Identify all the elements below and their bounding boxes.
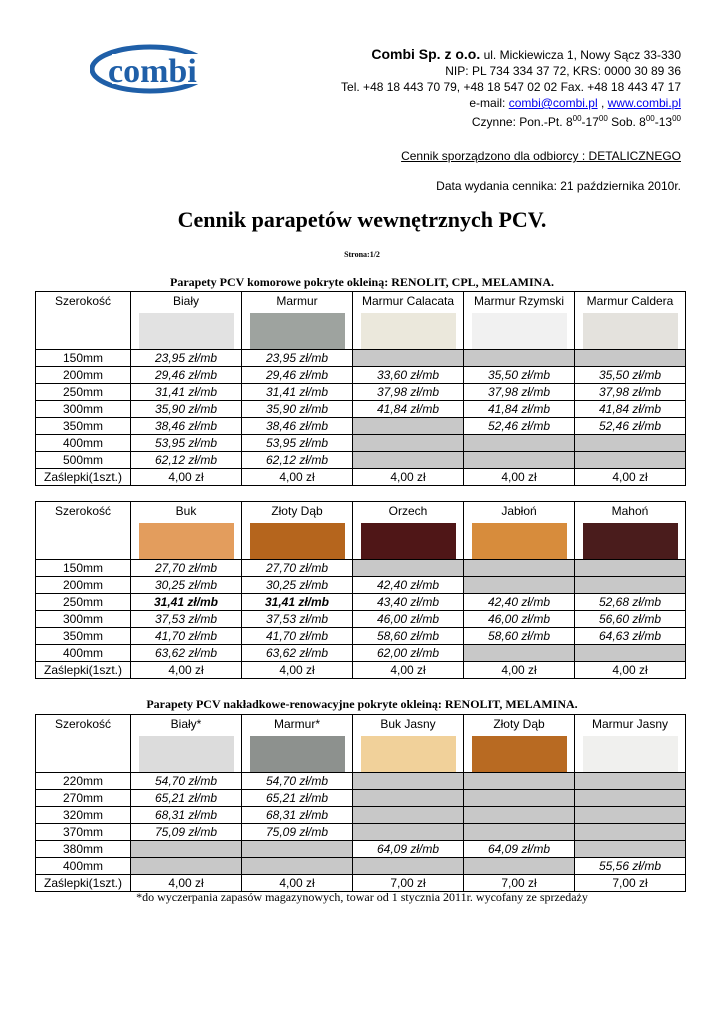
- header-label: Marmur Caldera: [586, 294, 674, 308]
- table-row: [36, 807, 686, 824]
- price-cell: 52,46 zł/mb: [464, 418, 575, 435]
- price-cell: 58,60 zł/mb: [353, 628, 464, 645]
- header-label: Marmur*: [273, 717, 320, 731]
- table-row: [36, 790, 686, 807]
- column-header-finish: [131, 292, 242, 350]
- table-row: [36, 858, 686, 875]
- empty-cell: [131, 858, 242, 875]
- finish-swatch: [250, 313, 345, 349]
- empty-cell: [464, 350, 575, 367]
- empty-cell: [575, 841, 686, 858]
- column-header-width: [36, 292, 131, 350]
- price-cell: 30,25 zł/mb: [242, 577, 353, 594]
- price-cell: 7,00 zł: [575, 875, 686, 892]
- company-info: [341, 46, 681, 130]
- table-row: [36, 773, 686, 790]
- header-row: [36, 715, 686, 773]
- price-cell: 75,09 zł/mb: [131, 824, 242, 841]
- price-cell: 7,00 zł: [353, 875, 464, 892]
- price-cell: 65,21 zł/mb: [131, 790, 242, 807]
- column-header-finish: [464, 715, 575, 773]
- row-label: 350mm: [36, 418, 131, 435]
- price-cell: 64,63 zł/mb: [575, 628, 686, 645]
- price-cell: 31,41 zł/mb: [242, 594, 353, 611]
- finish-swatch: [361, 523, 456, 559]
- finish-swatch: [472, 313, 567, 349]
- finish-swatch: [250, 523, 345, 559]
- header-row: [36, 502, 686, 560]
- price-cell: 35,90 zł/mb: [131, 401, 242, 418]
- finish-swatch: [472, 736, 567, 772]
- empty-cell: [575, 773, 686, 790]
- price-cell: 31,41 zł/mb: [131, 594, 242, 611]
- price-cell: 56,60 zł/mb: [575, 611, 686, 628]
- logo-text: combi: [108, 53, 197, 90]
- empty-cell: [575, 824, 686, 841]
- finish-swatch: [583, 523, 678, 559]
- price-cell: 27,70 zł/mb: [242, 560, 353, 577]
- empty-cell: [353, 807, 464, 824]
- finish-swatch: [139, 523, 234, 559]
- empty-cell: [464, 560, 575, 577]
- price-cell: 4,00 zł: [242, 469, 353, 486]
- empty-cell: [353, 435, 464, 452]
- price-cell: 68,31 zł/mb: [242, 807, 353, 824]
- column-header-finish: [353, 715, 464, 773]
- company-phones: Tel. +48 18 443 70 79, +48 18 547 02 02 Fax. +48 18 443 47 17: [341, 80, 681, 94]
- empty-cell: [464, 452, 575, 469]
- price-cell: 62,12 zł/mb: [131, 452, 242, 469]
- empty-cell: [353, 452, 464, 469]
- empty-cell: [575, 645, 686, 662]
- row-label: 200mm: [36, 367, 131, 384]
- price-cell: 53,95 zł/mb: [131, 435, 242, 452]
- price-cell: 4,00 zł: [575, 469, 686, 486]
- price-cell: 30,25 zł/mb: [131, 577, 242, 594]
- table-row: [36, 841, 686, 858]
- price-cell: 4,00 zł: [464, 469, 575, 486]
- price-cell: 4,00 zł: [464, 662, 575, 679]
- header-label: Marmur Calacata: [361, 294, 455, 308]
- row-label: 150mm: [36, 560, 131, 577]
- page-title: Cennik parapetów wewnętrznych PCV.: [177, 207, 547, 232]
- empty-cell: [131, 841, 242, 858]
- empty-cell: [353, 418, 464, 435]
- empty-cell: [464, 577, 575, 594]
- empty-cell: [242, 858, 353, 875]
- header-label: Buk: [175, 504, 197, 518]
- price-cell: 4,00 zł: [131, 662, 242, 679]
- table-row: [36, 418, 686, 435]
- website-link[interactable]: www.combi.pl: [607, 96, 681, 110]
- price-cell: 37,98 zł/mb: [464, 384, 575, 401]
- empty-cell: [353, 560, 464, 577]
- table-row: [36, 367, 686, 384]
- price-cell: 35,50 zł/mb: [575, 367, 686, 384]
- row-label: 270mm: [36, 790, 131, 807]
- empty-cell: [464, 645, 575, 662]
- empty-cell: [575, 577, 686, 594]
- header-label: Biały*: [170, 717, 202, 731]
- header-label: Biały: [172, 294, 199, 308]
- price-cell: 65,21 zł/mb: [242, 790, 353, 807]
- price-cell: 41,84 zł/mb: [575, 401, 686, 418]
- empty-cell: [242, 841, 353, 858]
- header-label: Złoty Dąb: [271, 504, 323, 518]
- empty-cell: [464, 858, 575, 875]
- empty-cell: [464, 773, 575, 790]
- column-header-finish: [575, 292, 686, 350]
- price-cell: 68,31 zł/mb: [131, 807, 242, 824]
- table-row: [36, 611, 686, 628]
- combi-logo: [90, 42, 220, 94]
- table-row: [36, 560, 686, 577]
- price-table-chamber-marble: [35, 291, 686, 486]
- price-cell: 37,98 zł/mb: [575, 384, 686, 401]
- column-header-finish: [353, 502, 464, 560]
- row-label: 300mm: [36, 611, 131, 628]
- row-label: 320mm: [36, 807, 131, 824]
- price-cell: 29,46 zł/mb: [131, 367, 242, 384]
- finish-swatch: [250, 736, 345, 772]
- price-cell: 64,09 zł/mb: [353, 841, 464, 858]
- email-label: e-mail:: [469, 96, 506, 110]
- company-address: ul. Mickiewicza 1, Nowy Sącz 33-330: [483, 48, 681, 62]
- price-cell: 7,00 zł: [464, 875, 575, 892]
- empty-cell: [575, 435, 686, 452]
- finish-swatch: [472, 523, 567, 559]
- table-row: [36, 384, 686, 401]
- price-cell: 63,62 zł/mb: [242, 645, 353, 662]
- finish-swatch: [583, 313, 678, 349]
- company-name: Combi Sp. z o.o.: [371, 46, 481, 62]
- header-row: [36, 292, 686, 350]
- table-row: [36, 875, 686, 892]
- price-cell: 27,70 zł/mb: [131, 560, 242, 577]
- price-cell: 43,40 zł/mb: [353, 594, 464, 611]
- contact-separator: ,: [600, 96, 605, 110]
- column-header-finish: [242, 715, 353, 773]
- price-cell: 29,46 zł/mb: [242, 367, 353, 384]
- row-label: Zaślepki(1szt.): [36, 469, 131, 486]
- row-label: Zaślepki(1szt.): [36, 662, 131, 679]
- row-label: 370mm: [36, 824, 131, 841]
- row-label: 400mm: [36, 858, 131, 875]
- price-cell: 4,00 zł: [242, 662, 353, 679]
- price-cell: 41,84 zł/mb: [353, 401, 464, 418]
- row-label: 150mm: [36, 350, 131, 367]
- column-header-finish: [464, 502, 575, 560]
- table-row: [36, 662, 686, 679]
- price-cell: 23,95 zł/mb: [131, 350, 242, 367]
- row-label: 350mm: [36, 628, 131, 645]
- empty-cell: [464, 824, 575, 841]
- empty-cell: [464, 790, 575, 807]
- price-cell: 38,46 zł/mb: [131, 418, 242, 435]
- price-cell: 46,00 zł/mb: [464, 611, 575, 628]
- empty-cell: [464, 435, 575, 452]
- column-header-width: [36, 715, 131, 773]
- recipient-note: Cennik sporządzono dla odbiorcy : DETALICZNEGO: [401, 149, 681, 163]
- column-header-width: [36, 502, 131, 560]
- finish-swatch: [139, 736, 234, 772]
- column-header-finish: [464, 292, 575, 350]
- price-cell: 62,00 zł/mb: [353, 645, 464, 662]
- price-cell: 62,12 zł/mb: [242, 452, 353, 469]
- row-label: Zaślepki(1szt.): [36, 875, 131, 892]
- table-row: [36, 824, 686, 841]
- opening-hours: Czynne: Pon.-Pt. $8^{00}-17^{00}$ Sob. $8^{00}-13^{00}$: [471, 114, 681, 129]
- price-cell: 37,53 zł/mb: [131, 611, 242, 628]
- issue-date: Data wydania cennika: 21 października 2010r.: [436, 179, 681, 193]
- price-cell: 64,09 zł/mb: [464, 841, 575, 858]
- price-cell: 54,70 zł/mb: [131, 773, 242, 790]
- price-cell: 52,68 zł/mb: [575, 594, 686, 611]
- column-header-finish: [131, 715, 242, 773]
- section-title-renovation: Parapety PCV nakładkowe-renowacyjne pokryte okleiną: RENOLIT, MELAMINA.: [146, 697, 578, 711]
- row-label: 200mm: [36, 577, 131, 594]
- header-label: Marmur: [276, 294, 318, 308]
- empty-cell: [575, 560, 686, 577]
- header-label: Złoty Dąb: [493, 717, 545, 731]
- header-label: Szerokość: [54, 504, 112, 518]
- header-label: Marmur Jasny: [591, 717, 668, 731]
- header-label: Szerokość: [54, 717, 112, 731]
- section-title-chamber: Parapety PCV komorowe pokryte okleiną: RENOLIT, CPL, MELAMINA.: [170, 275, 554, 289]
- column-header-finish: [131, 502, 242, 560]
- header-label: Orzech: [388, 504, 428, 518]
- finish-swatch: [139, 313, 234, 349]
- price-cell: 4,00 zł: [131, 875, 242, 892]
- table-row: [36, 628, 686, 645]
- table-row: [36, 401, 686, 418]
- row-label: 220mm: [36, 773, 131, 790]
- header-label: Buk Jasny: [380, 717, 436, 731]
- price-cell: 4,00 zł: [131, 469, 242, 486]
- column-header-finish: [242, 502, 353, 560]
- empty-cell: [353, 858, 464, 875]
- column-header-finish: [575, 502, 686, 560]
- row-label: 380mm: [36, 841, 131, 858]
- price-cell: 58,60 zł/mb: [464, 628, 575, 645]
- column-header-finish: [242, 292, 353, 350]
- price-cell: 35,50 zł/mb: [464, 367, 575, 384]
- table-row: [36, 594, 686, 611]
- finish-swatch: [361, 736, 456, 772]
- table-row: [36, 645, 686, 662]
- table-row: [36, 435, 686, 452]
- price-cell: 4,00 zł: [575, 662, 686, 679]
- header-label: Jabłoń: [501, 504, 537, 518]
- finish-swatch: [583, 736, 678, 772]
- header-label: Mahoń: [611, 504, 649, 518]
- price-cell: 31,41 zł/mb: [131, 384, 242, 401]
- price-cell: 41,84 zł/mb: [464, 401, 575, 418]
- price-cell: 53,95 zł/mb: [242, 435, 353, 452]
- price-cell: 42,40 zł/mb: [353, 577, 464, 594]
- empty-cell: [575, 790, 686, 807]
- price-cell: 33,60 zł/mb: [353, 367, 464, 384]
- empty-cell: [464, 807, 575, 824]
- footnote: *do wyczerpania zapasów magazynowych, towar od 1 stycznia 2011r. wycofany ze sprzedaży: [136, 890, 588, 904]
- row-label: 400mm: [36, 435, 131, 452]
- price-cell: 52,46 zł/mb: [575, 418, 686, 435]
- empty-cell: [353, 824, 464, 841]
- empty-cell: [575, 452, 686, 469]
- price-cell: 55,56 zł/mb: [575, 858, 686, 875]
- column-header-finish: [353, 292, 464, 350]
- empty-cell: [353, 773, 464, 790]
- price-cell: 37,53 zł/mb: [242, 611, 353, 628]
- price-table-renovation: [35, 714, 686, 892]
- row-label: 300mm: [36, 401, 131, 418]
- price-cell: 4,00 zł: [353, 662, 464, 679]
- price-cell: 37,98 zł/mb: [353, 384, 464, 401]
- price-table-chamber-wood: [35, 501, 686, 679]
- table-row: [36, 452, 686, 469]
- price-cell: 35,90 zł/mb: [242, 401, 353, 418]
- price-cell: 23,95 zł/mb: [242, 350, 353, 367]
- empty-cell: [575, 807, 686, 824]
- finish-swatch: [361, 313, 456, 349]
- price-cell: 54,70 zł/mb: [242, 773, 353, 790]
- row-label: 500mm: [36, 452, 131, 469]
- price-cell: 4,00 zł: [242, 875, 353, 892]
- header-label: Szerokość: [54, 294, 112, 308]
- table-row: [36, 350, 686, 367]
- empty-cell: [575, 350, 686, 367]
- company-nip: NIP: PL 734 334 37 72, KRS: 0000 30 89 36: [445, 64, 681, 78]
- price-cell: 38,46 zł/mb: [242, 418, 353, 435]
- table-row: [36, 577, 686, 594]
- price-cell: 63,62 zł/mb: [131, 645, 242, 662]
- price-cell: 31,41 zł/mb: [242, 384, 353, 401]
- price-cell: 75,09 zł/mb: [242, 824, 353, 841]
- header-label: Marmur Rzymski: [474, 294, 564, 308]
- empty-cell: [353, 790, 464, 807]
- price-cell: 4,00 zł: [353, 469, 464, 486]
- price-cell: 41,70 zł/mb: [242, 628, 353, 645]
- email-link[interactable]: combi@combi.pl: [508, 96, 598, 110]
- page-number: Strona:1/2: [344, 250, 380, 259]
- row-label: 250mm: [36, 384, 131, 401]
- price-cell: 41,70 zł/mb: [131, 628, 242, 645]
- column-header-finish: [575, 715, 686, 773]
- row-label: 250mm: [36, 594, 131, 611]
- empty-cell: [353, 350, 464, 367]
- price-cell: 42,40 zł/mb: [464, 594, 575, 611]
- table-row: [36, 469, 686, 486]
- price-cell: 46,00 zł/mb: [353, 611, 464, 628]
- row-label: 400mm: [36, 645, 131, 662]
